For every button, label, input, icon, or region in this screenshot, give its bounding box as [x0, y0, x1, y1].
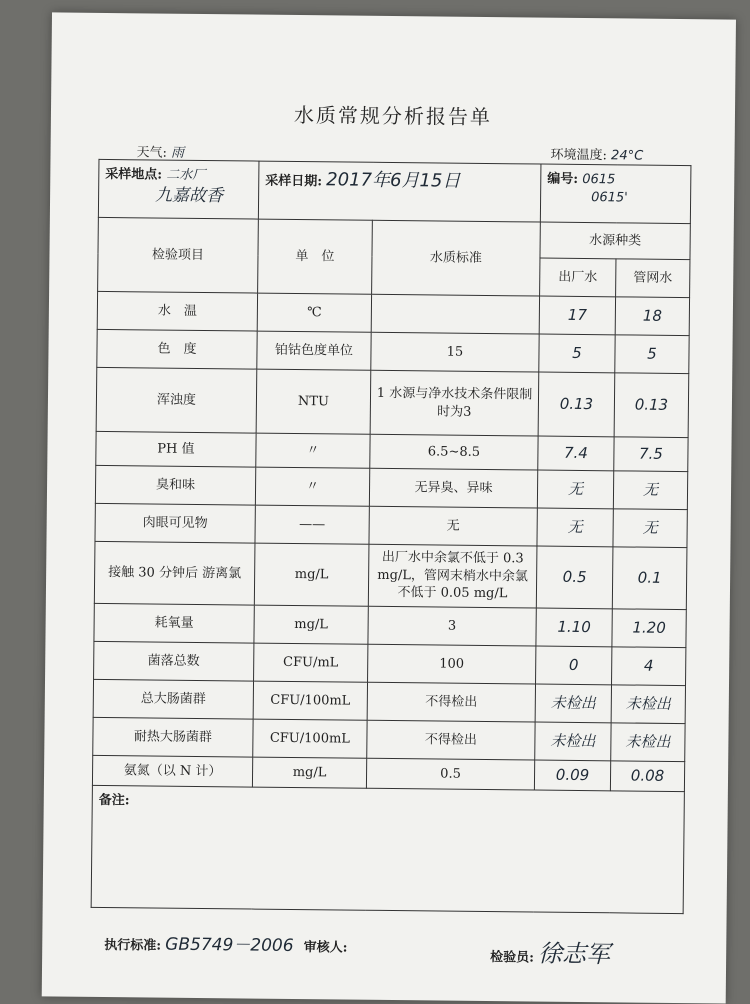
code-cell: [540, 164, 691, 224]
header-standard: 水质标准: [372, 220, 541, 296]
row-unit: CFU/mL: [254, 643, 368, 682]
row-item: 水 温: [97, 291, 257, 331]
row-value-network: 0.13: [614, 373, 689, 438]
site-label: 采样地点:: [105, 166, 163, 183]
row-value-factory: 无: [537, 470, 613, 509]
row-value-factory: 无: [537, 508, 613, 547]
header-unit: 单 位: [258, 219, 373, 294]
table-row: [93, 679, 685, 723]
row-standard: 出厂水中余氯不低于 0.3 mg/L，管网末梢水中余氯不低于 0.05 mg/L: [368, 544, 537, 608]
row-unit: 〃: [255, 467, 369, 506]
row-unit: 铂钴色度单位: [257, 331, 371, 370]
table-row: [94, 603, 686, 647]
row-unit: NTU: [256, 369, 371, 434]
date-cell: [258, 161, 541, 222]
row-value-factory: 7.4: [538, 436, 614, 471]
row-unit: CFU/100mL: [253, 719, 367, 758]
row-item: 臭和味: [95, 465, 255, 505]
table-row: [95, 503, 687, 547]
row-standard: 无异臭、异味: [369, 468, 537, 508]
row-standard: 不得检出: [367, 720, 535, 760]
table-row: [94, 541, 687, 609]
env-temp-label: 环境温度:: [550, 147, 608, 164]
row-value-network: 4: [612, 647, 686, 686]
footer-standard: [104, 929, 348, 957]
row-item: 耗氧量: [94, 603, 254, 643]
table-row: [97, 329, 689, 373]
row-value-factory: 17: [539, 296, 615, 335]
row-value-network: 无: [613, 471, 687, 510]
header-row-1: [98, 217, 690, 259]
site-value-line2: 九嘉故香: [155, 185, 224, 206]
row-standard: 3: [368, 606, 536, 646]
row-standard: 15: [371, 332, 539, 372]
inspector-label: 检验员:: [490, 950, 535, 966]
row-value-factory: 0: [536, 646, 612, 685]
row-value-factory: 1.10: [536, 608, 612, 647]
row-unit: mg/L: [254, 543, 369, 606]
weather-field: [136, 141, 184, 160]
report-sheet: [42, 12, 736, 1003]
footer-inspector: [490, 933, 610, 969]
row-item: 菌落总数: [94, 641, 254, 681]
row-standard: 100: [368, 644, 536, 684]
env-temp-value: 24°C: [611, 148, 644, 164]
row-value-factory: 0.09: [534, 760, 610, 791]
row-value-network: 18: [615, 297, 689, 336]
inspector-signature: 徐志军: [537, 939, 611, 969]
row-standard: 6.5~8.5: [370, 434, 538, 470]
row-item: 耐热大肠菌群: [93, 717, 253, 757]
row-standard: 0.5: [366, 758, 534, 790]
standard-value: GB5749－2006: [165, 934, 294, 956]
remarks-row: [91, 785, 684, 913]
row-standard: 1 水源与净水技术条件限制时为3: [370, 370, 539, 436]
row-value-factory: 未检出: [535, 722, 611, 761]
row-item: PH 值: [96, 431, 256, 467]
row-item: 肉眼可见物: [95, 503, 255, 543]
table-row: [94, 641, 686, 685]
reviewer-label: 审核人:: [303, 940, 348, 956]
row-value-factory: 0.13: [538, 372, 615, 437]
site-cell: [98, 159, 259, 219]
remarks-cell: [91, 785, 684, 913]
table-row: [95, 465, 687, 509]
code-value-1: 0615: [582, 171, 616, 188]
row-item: 浑浊度: [96, 367, 257, 433]
row-unit: mg/L: [254, 605, 368, 644]
row-unit: mg/L: [252, 757, 366, 788]
date-value: 2017年6月15日: [326, 169, 461, 192]
row-value-network: 无: [613, 509, 687, 548]
row-standard: [371, 294, 539, 334]
code-label: 编号:: [547, 171, 579, 187]
row-standard: 不得检出: [367, 682, 535, 722]
row-unit: 〃: [256, 433, 370, 468]
header-source-type: 水源种类: [540, 222, 690, 260]
row-value-factory: 未检出: [535, 684, 611, 723]
env-temp-field: [550, 144, 643, 164]
table-row: [96, 367, 689, 437]
row-unit: ℃: [257, 293, 371, 332]
row-value-network: 0.08: [610, 761, 684, 792]
row-value-network: 未检出: [611, 685, 685, 724]
report-table: [91, 159, 692, 914]
row-value-network: 未检出: [611, 723, 685, 762]
row-item: 接触 30 分钟后 游离氯: [94, 541, 255, 605]
row-unit: ——: [255, 505, 369, 544]
site-value-line1: 二水厂: [166, 167, 206, 184]
header-col-factory: 出厂水: [540, 258, 616, 297]
row-value-network: 5: [615, 335, 689, 374]
standard-label: 执行标准:: [104, 938, 162, 954]
code-value-2: 0615': [591, 189, 628, 206]
row-value-network: 1.20: [612, 609, 686, 648]
row-value-factory: 0.5: [536, 546, 613, 609]
report-title: 水质常规分析报告单: [293, 102, 493, 130]
date-label: 采样日期:: [265, 173, 323, 190]
row-item: 色 度: [97, 329, 257, 369]
row-standard: 无: [369, 506, 537, 546]
weather-label: 天气:: [136, 145, 168, 161]
header-col-network: 管网水: [616, 259, 690, 298]
weather-value: 雨: [171, 145, 185, 161]
table-row: [97, 291, 689, 335]
row-value-network: 0.1: [612, 547, 687, 610]
row-unit: CFU/100mL: [253, 681, 367, 720]
row-value-network: 7.5: [614, 437, 688, 472]
row-item: 氨氮（以 N 计）: [92, 755, 252, 787]
row-item: 总大肠菌群: [93, 679, 253, 719]
header-item: 检验项目: [98, 217, 259, 293]
row-value-factory: 5: [539, 334, 615, 373]
info-row: [98, 159, 691, 223]
remarks-label: 备注:: [98, 792, 130, 809]
table-row: [93, 717, 685, 761]
